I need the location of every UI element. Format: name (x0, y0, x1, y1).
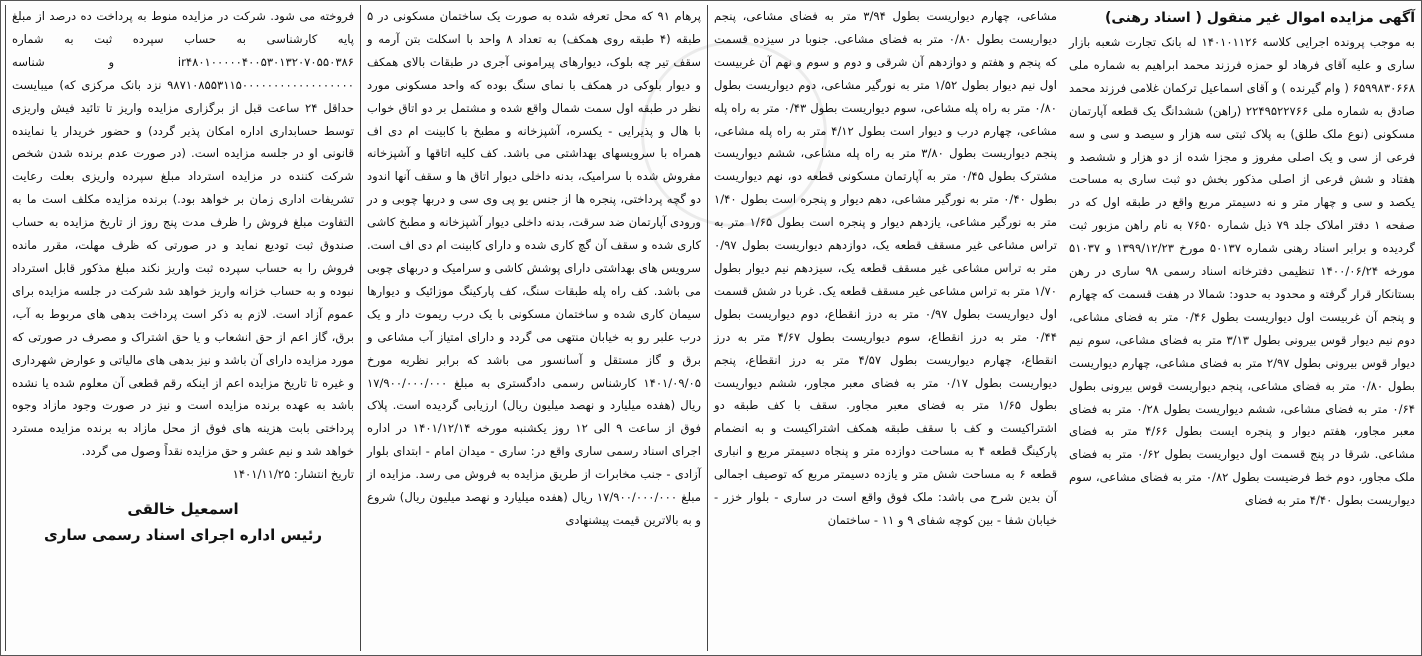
notice-body-part-1: به موجب پرونده اجرایی کلاسه ۱۴۰۱۰۱۱۲۶ له بانک تجارت شعبه بازار ساری و علیه آقای فرهاد لو حمزه فرزند محمد ابراهیم به شماره ملی ۶۵۹۹۸۳۰۶۶۸ ( وام گیرنده ) و آقای اسماعیل ترکمان غلامی فرزند محمد صادق به شماره ملی ۲۲۴۹۵۲۲۷۶۶ (راهن) ششدانگ یک قطعه آپارتمان مسکونی (نوع ملک طلق) به پلاک ثبتی سه هزار و سیصد و سی و سه فرعی از سی و یک اصلی مفروز و مجزا شده از دو هزار و ششصد و هفتاد و شش فرعی از اصلی مذکور بخش دو ثبت ساری به مساحت یکصد و سی و چهار متر و نه دسیمتر مربع واقع در طبقه اول که در صفحه ۱ دفتر املاک جلد ۷۹ ذیل شماره ۷۶۵۰ به نام راهن مزبور ثبت گردیده و برابر اسناد رهنی شماره ۵۰۱۳۷ مورخ ۱۳۹۹/۱۲/۲۳ و ۵۱۰۳۷ مورخه ۱۴۰۰/۰۶/۲۴ تنظیمی دفترخانه اسناد رسمی ۹۸ ساری در رهن بستانکار قرار گرفته و محدود به حدود: شمالا در هفت قسمت که چهارم و پنجم آن غربیست اول دیواریست بطول ۰/۴۶ متر به فضای مشاعی، دوم نیم دیوار قوس بیرونی بطول ۳/۱۳ متر به فضای مشاعی، سوم نیم دیوار قوس بیرونی بطول ۲/۹۷ متر به فضای مشاعی، چهارم دیواریست بطول ۰/۸۰ متر به فضای مشاعی، پنجم دیواریست قوس بیرونی بطول ۰/۶۴ متر به فضای مشاعی، ششم دیواریست بطول ۰/۲۸ متر به فضای معبر مجاور، هفتم دیوار و پنجره ایست بطول ۴/۶۶ متر به فضای مشاعی. شرقا در پنج قسمت اول دیواریست بطول ۰/۶۲ متر به فضای ملک مجاور، دوم خط فرضیست بطول ۰/۸۲ متر به فضای مشاعی، سوم دیواریست بطول ۴/۴۰ متر به فضای (1069, 35, 1416, 508)
notice-column-1 (1063, 5, 1421, 651)
signer-name: اسمعیل خالقی (127, 500, 239, 519)
notice-body-part-3: پرهام ۹۱ که محل تعرفه شده به صورت یک ساختمان مسکونی در ۵ طبقه (۴ طبقه روی همکف) به تعداد ۸ واحد با اسکلت بتن آرمه و سقف تیر چه بلوک، دیوارهای پیرامونی آجری در طبقات بالای همکف و دیوار بلوکی در همکف با نمای سنگ بوده که واحد مسکونی مورد نظر در طبقه اول سمت شمال واقع شده و مشتمل بر دو اتاق خواب با هال و پذیرایی - یکسره، آشپزخانه و مطبخ با کابینت ام دی اف همراه با سرویسهای بهداشتی می باشد. کف کلیه اتاقها و آشپزخانه مفروش شده با سرامیک، بدنه داخلی دیوار اتاق ها و سقف آنها اندود دو گچه پرداختی، پنجره ها از جنس یو پی وی سی و دربها چوبی و در ورودی آپارتمان ضد سرقت، بدنه داخلی دیوار آشپزخانه و مطبخ کاشی کاری شده و سقف آن گچ کاری شده و دارای کابینت ام دی اف است. سرویس های بهداشتی دارای پوشش کاشی و سرامیک و دربهای چوبی می باشد. کف راه پله طبقات سنگ، کف پارکینگ موزائیک و دیوارها سیمان کاری شده و ساختمان مسکونی با یک درب ریموت دار و یک درب علبر رو به خیابان منتهی می گردد و دارای امتیاز آب مشاعی و برق و گاز مستقل و آسانسور می باشد که برابر نظریه مورخ ۱۴۰۱/۰۹/۰۵ کارشناس رسمی دادگستری به مبلغ ۱۷/۹۰۰/۰۰۰/۰۰۰ ریال (هفده میلیارد و نهصد میلیون ریال) ارزیابی گردیده است. پلاک فوق از ساعت ۹ الی ۱۲ روز یکشنبه مورخه ۱۴۰۱/۱۲/۱۴ در اداره اجرای اسناد رسمی ساری واقع در: ساری - میدان امام - ابتدای بلوار آزادی - جنب مخابرات از طریق مزایده به فروش می رسد. مزایده از مبلغ ۱۷/۹۰۰/۰۰۰/۰۰۰ ریال (هفده میلیارد و نهصد میلیون ریال) شروع و به بالاترین قیمت پیشنهادی (367, 9, 702, 527)
notice-column-2 (707, 5, 1063, 651)
notice-body-part-4: فروخته می شود. شرکت در مزایده منوط به پرداخت ده درصد از مبلغ پایه کارشناسی به حساب سپرده ثبت به شماره ir۴۸۰۱۰۰۰۰۰۴۰۰۵۳۰۱۳۲۰۷۰۵۵۰۳۸۶ و شناسه ۹۸۷۱۰۸۵۵۳۱۱۵۰۰۰۰۰۰۰۰۰۰۰۰۰۰۰۰۰۰ نزد بانک مرکزی که) میبایست حداقل ۲۴ ساعت قبل از برگزاری مزایده واریز تا تائید فیش واریزی توسط حسابداری اداره امکان پذیر گردد) و حضور خریدار یا نماینده قانونی او در جلسه مزایده است. (در صورت عدم برنده شدن شخص شرکت کننده در مزایده استرداد مبلغ سپرده واریزی بعلت رعایت تشریفات اداری زمان بر خواهد بود.) برنده مزایده مکلف است ما به التفاوت مبلغ فروش را ظرف مدت پنج روز از تاریخ مزایده به حساب صندوق ثبت تودیع نماید و در صورتی که ظرف مهلت، مقرر مانده فروش را به حساب سپرده ثبت واریز نکند مبلغ مذکور قابل استرداد نبوده و به حساب خزانه واریز خواهد شد شرکت در جلسه مزایده برای عموم آزاد است. لازم به ذکر است پرداخت بدهی های مربوط به آب، برق، گاز اعم از حق انشعاب و یا حق اشتراک و مصرف در صورتی که مورد مزایده دارای آن باشد و نیز بدهی های مالیاتی و عوارض شهرداری و غیره تا تاریخ مزایده اعم از اینکه رقم قطعی آن معلوم شده یا نشده باشد به عهده برنده مزایده است و نیز در صورت وجود مازاد وجوه پرداختی بابت هزینه های فوق از محل مازاد به برنده مزایده مسترد خواهد شد و نیم عشر و حق مزایده نقداً وصول می گردد. (12, 9, 354, 459)
publish-date: تاریخ انتشار: ۱۴۰۱/۱۱/۲۵ (232, 467, 354, 482)
notice-column-3 (360, 5, 707, 651)
notice-title: آگهی مزایده اموال غیر منقول ( اسناد رهنی) (1105, 10, 1415, 26)
notice-column-4 (5, 5, 360, 651)
notice-body-part-2: مشاعی، چهارم دیواریست بطول ۳/۹۴ متر به فضای مشاعی، پنجم دیواریست بطول ۰/۸۰ متر به فضای مشاعی. جنوبا در سیزده قسمت که پنجم و هفتم و دوازدهم آن شرقی و دوم و سوم و نهم آن غربیست اول نیم دیوار بطول ۱/۵۲ متر به نورگیر مشاعی، دوم دیواریست بطول ۰/۸۰ متر به راه پله مشاعی، سوم دیواریست بطول ۰/۴۳ متر به راه پله مشاعی، چهارم درب و دیوار است بطول ۴/۱۲ متر به راه پله مشاعی، پنجم دیواریست بطول ۳/۸۰ متر به راه پله مشاعی، ششم دیواریست مشترک بطول ۰/۴۵ متر به آپارتمان مسکونی قطعه دو، نهم دیواریست بطول ۰/۴۰ متر به نورگیر مشاعی، دهم دیوار و پنجره است بطول ۱/۴۰ متر به نورگیر مشاعی، یازدهم دیوار و پنجره است بطول ۱/۶۵ متر به تراس مشاعی غیر مسقف قطعه یک، دوازدهم دیواریست بطول ۰/۹۷ متر به تراس مشاعی غیر مسقف قطعه یک، سیزدهم نیم دیوار بطول ۱/۷۰ متر به تراس مشاعی غیر مسقف قطعه یک. غربا در شش قسمت اول دیواریست بطول ۰/۹۷ متر به درز انقطاع، دوم دیواریست بطول ۰/۴۴ متر به درز انقطاع، سوم دیواریست بطول ۴/۶۷ متر به درز انقطاع، چهارم دیواریست بطول ۴/۵۷ متر به درز انقطاع، پنجم دیواریست بطول ۰/۱۷ متر به فضای معبر مجاور، ششم دیواریست بطول ۱/۶۵ متر به فضای معبر مجاور. سقف با کف طبقه دو اشتراکیست و کف با سقف طبقه همکف اشتراکیست و به انضمام پارکینگ قطعه ۴ به مساحت دوازده متر و پنجاه دسیمتر مربع و انباری قطعه ۶ به مساحت شش متر و یازده دسیمتر مربع که توصیف اجمالی آن بدین شرح می باشد: ملک فوق واقع است در ساری - بلوار خزر - خیابان شفا - بین کوچه شفای ۹ و ۱۱ - ساختمان (714, 9, 1058, 527)
signer-title: رئیس اداره اجرای اسناد رسمی ساری (43, 526, 323, 545)
